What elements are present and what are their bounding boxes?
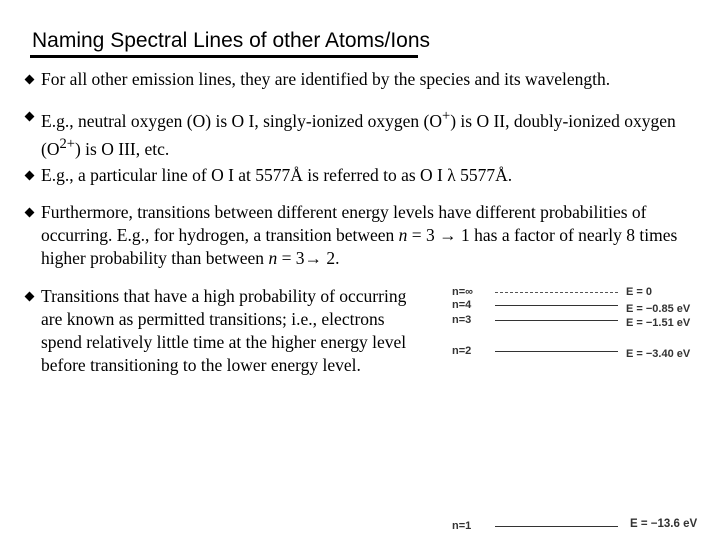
bullet-text-part: E.g., neutral oxygen (O) is O I, singly-ionized oxygen (O [41,110,442,131]
bullet-text: For all other emission lines, they are identified by the species and its wavelength. [41,69,611,89]
level-energy-label: E = −0.85 eV [626,303,691,315]
diamond-bullet-icon [25,208,35,218]
level-line-n2 [495,351,618,352]
level-n-label: n=1 [452,520,472,532]
energy-level-diagram [440,282,720,540]
bullet-text [41,105,713,161]
level-n-label: n=3 [452,314,472,326]
superscript: 2+ [59,135,75,152]
level-line-n1 [495,526,618,527]
bullet-text-part: = 3→ 2. [277,248,340,268]
bullet-text [41,201,713,270]
diamond-bullet-icon [25,292,35,302]
bullet-text: Transitions that have a high probability of occurring are known as permitted transitions; i.e., electrons spend relatively little time at the higher energy level before transitioning to the lower energy level. [41,286,407,375]
bullet-text-part: Furthermore, transitions between different energy levels have different probabilities of occurring. E.g., for hydrogen, a transition between [41,202,647,245]
level-line-n3 [495,320,618,321]
math-variable: n [268,248,278,268]
bullet-text-part: ) is O III, etc. [74,138,170,159]
bullet-text-part: = 3 → 1 has a factor of nearly 8 times higher probability than between [41,225,678,268]
diamond-bullet-icon [25,112,35,122]
diamond-bullet-icon [25,171,35,181]
level-line-n4 [495,305,618,306]
level-line-n-inf [495,292,618,293]
bullet-text: E.g., a particular line of O I at 5577Å is referred to as O I λ 5577Å. [41,165,513,185]
level-n-label: n=4 [452,299,472,311]
level-n-label: n=2 [452,345,472,357]
title-underline [30,55,418,58]
level-energy-label: E = −3.40 eV [626,348,691,360]
diamond-bullet-icon [25,75,35,85]
level-n-label: n=∞ [452,286,473,298]
bullet-text-part: ) is O II, doubly-ionized oxygen (O [41,110,676,159]
slide-title: Naming Spectral Lines of other Atoms/Ions [32,29,431,52]
level-energy-label: E = −13.6 eV [630,518,698,530]
level-energy-label: E = 0 [626,286,652,298]
level-energy-label: E = −1.51 eV [626,317,691,329]
math-variable: n [398,225,408,245]
superscript: + [441,108,451,124]
